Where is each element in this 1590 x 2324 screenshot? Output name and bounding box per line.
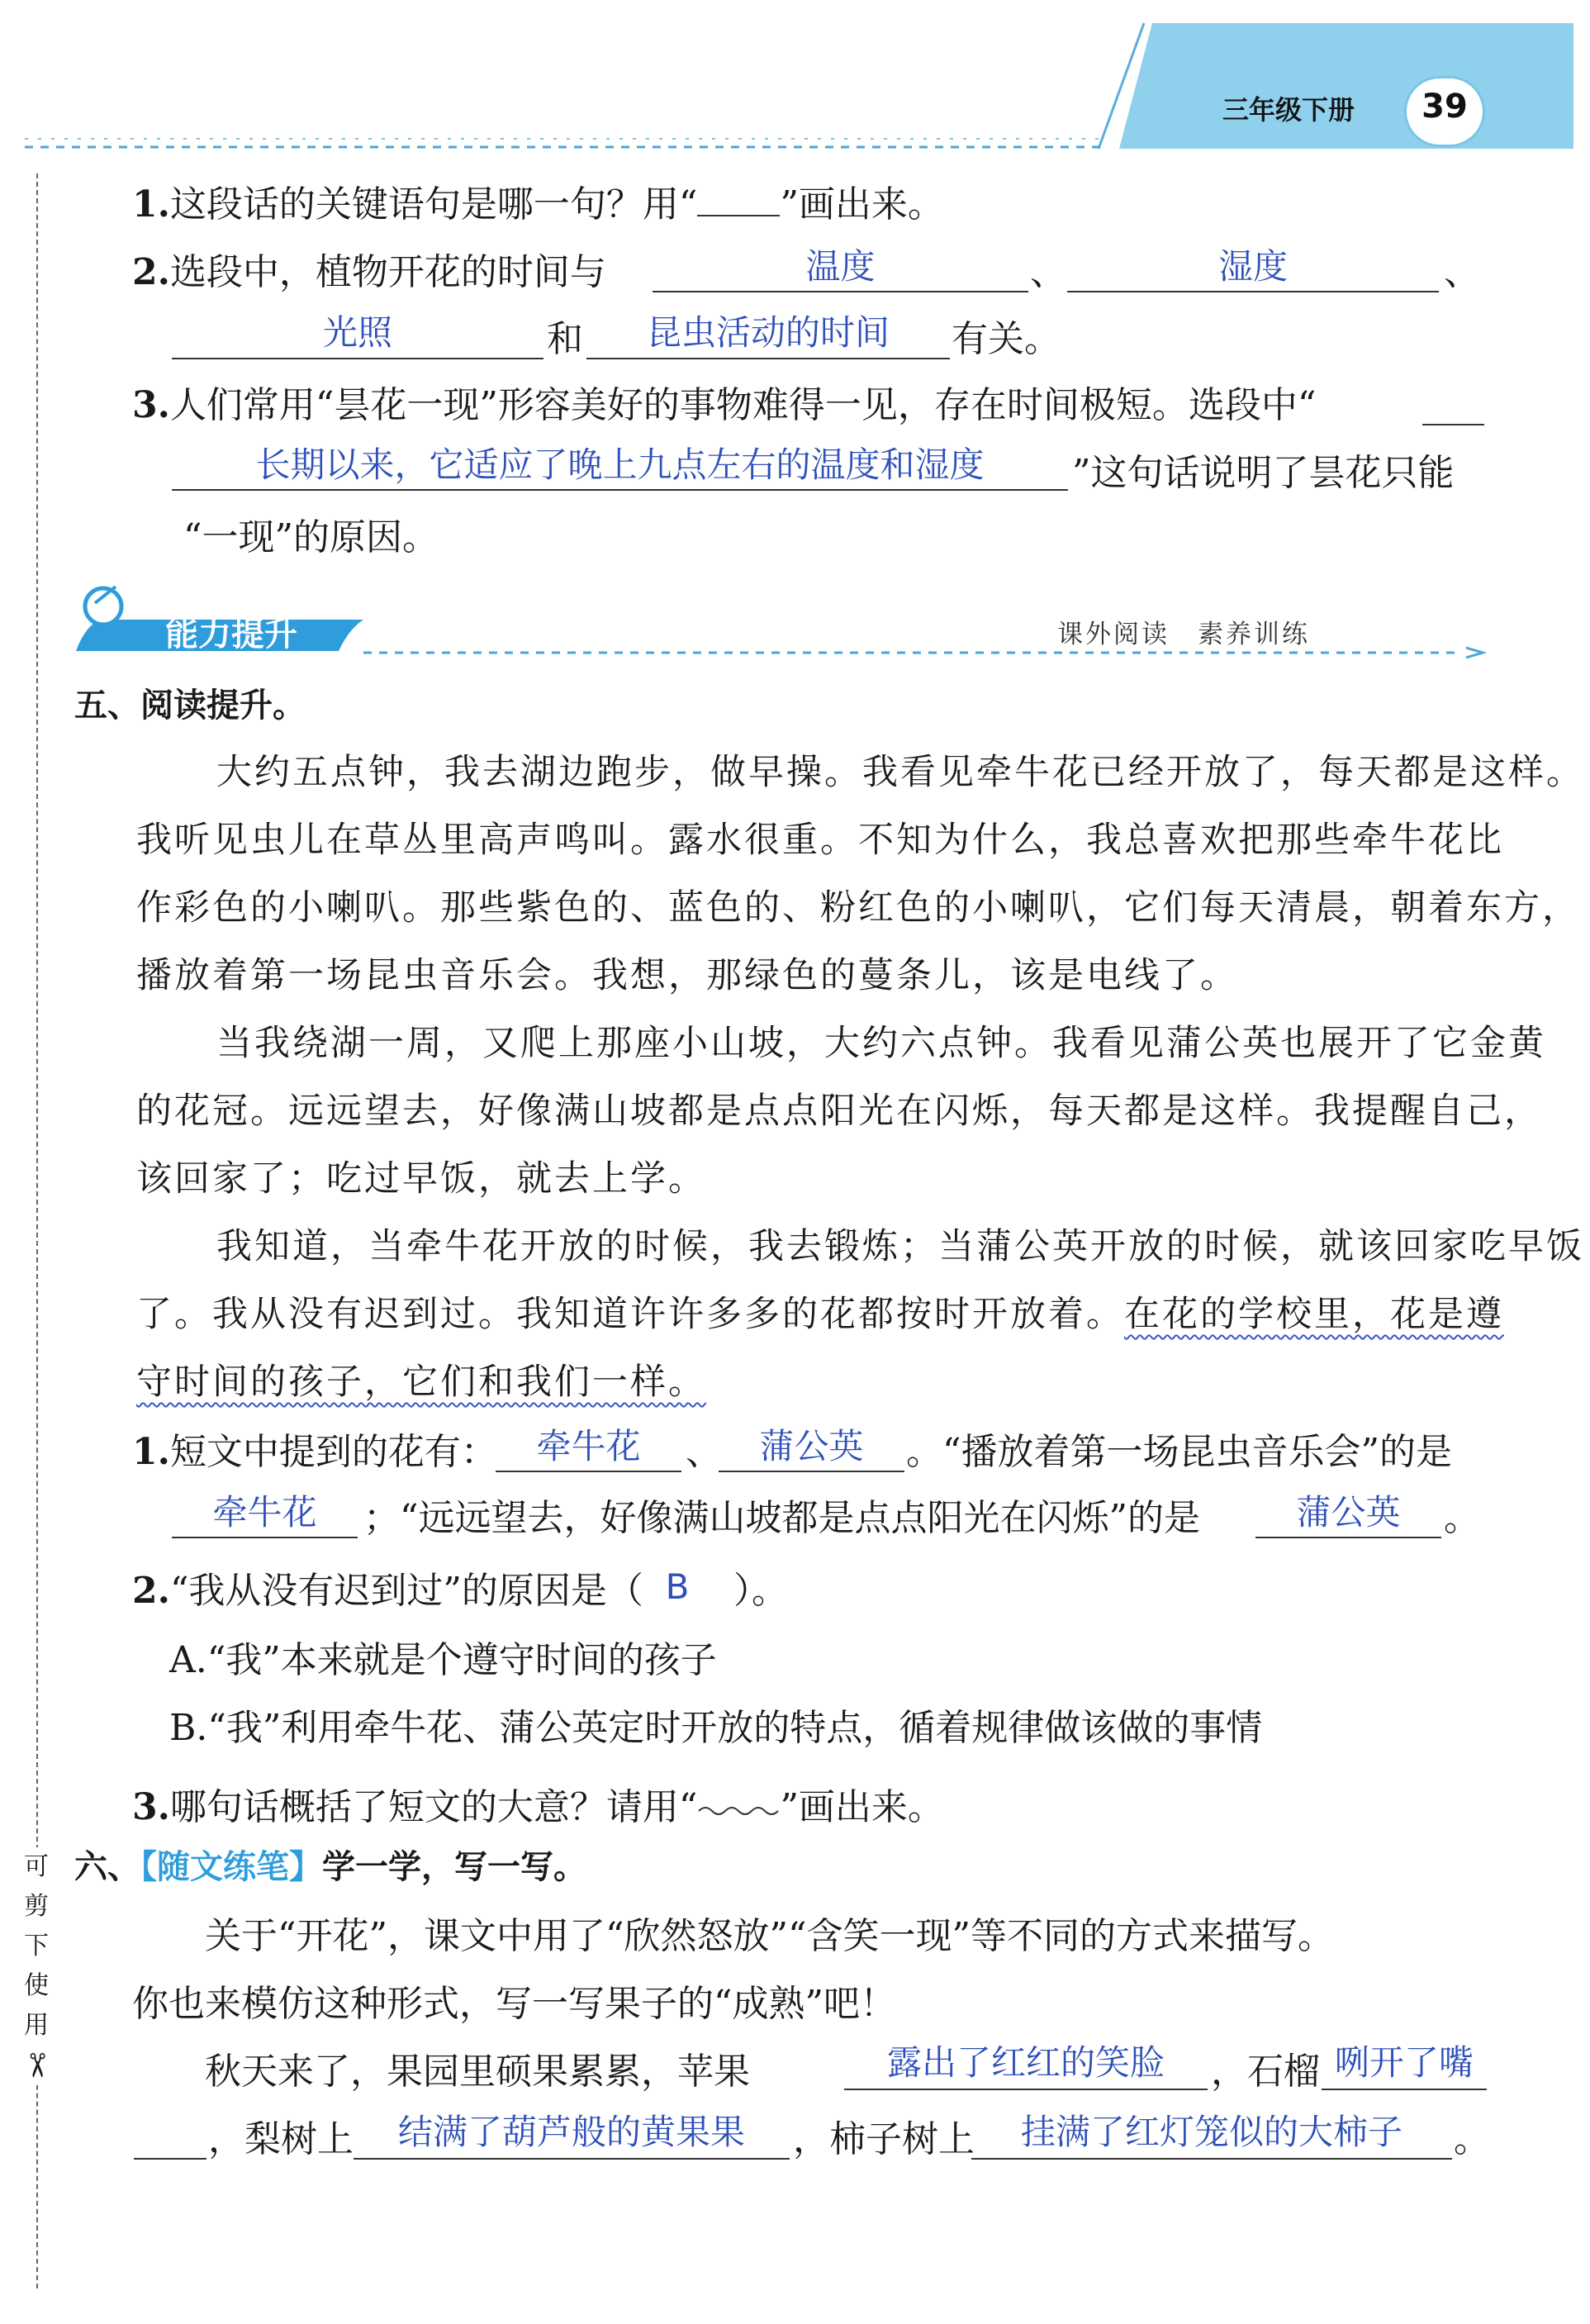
p1-q1-num: 1. [132, 183, 170, 226]
s6-answer4: 挂满了红灯笼似的大柿子 [1020, 2112, 1403, 2152]
p1-q2-answer2: 湿度 [1217, 246, 1288, 287]
passage-line-9 [136, 1281, 1504, 1348]
s5-q1-answer2: 蒲公英 [759, 1426, 864, 1466]
s6-blank2-cont [134, 2158, 206, 2160]
passage-line-8: 我知道，当牵牛花开放的时候，我去锻炼；当蒲公英开放的时候，就该回家吃早饭 [216, 1226, 1584, 1267]
p1-q2-blank1[interactable] [653, 291, 1028, 292]
grade-label: 三年级下册 [1222, 94, 1355, 126]
passage-line-7: 该回家了；吃过早饭，就去上学。 [136, 1158, 706, 1200]
section6-heading [74, 1844, 586, 1890]
p1-q2-sep2: 、 [1444, 251, 1480, 293]
p1-q3-num: 3. [132, 384, 170, 426]
s5-q3-text-a: 哪句话概括了短文的大意？请用“ [169, 1786, 698, 1828]
s6-fill-a: 秋天来了，果园里硕果累累，苹果 [205, 2051, 750, 2093]
cut-note-char: 下 [24, 1932, 49, 1960]
s5-q2-line [132, 1568, 643, 1614]
passage-line-9-text: 了。我从没有迟到过。我知道许许多多的花都按时开放着。 [136, 1294, 1124, 1335]
p1-q2-and: 和 [547, 318, 583, 360]
s6-fill-b: ，石榴 [1211, 2051, 1320, 2093]
wavy-line-sample-icon [697, 1773, 780, 1819]
s6-fill-end: 。 [1454, 2118, 1490, 2160]
s5-q1-blank3[interactable] [172, 1537, 358, 1538]
page-number: 39 [1422, 88, 1468, 126]
section6-title: 学一学，写一写。 [322, 1848, 586, 1886]
p1-q2-blank2[interactable] [1067, 291, 1439, 292]
passage-line-3: 作彩色的小喇叭。那些紫色的、蓝色的、粉红色的小喇叭，它们每天清晨，朝着东方， [136, 887, 1580, 929]
cut-note-char: 用 [24, 2011, 49, 2040]
s5-q1-line1 [132, 1429, 497, 1476]
p1-q2-blank3[interactable] [172, 358, 543, 359]
s5-q2-option-b[interactable]: B.“我”利用牵牛花、蒲公英定时开放的特点，循着规律做该做的事情 [169, 1707, 1263, 1749]
s5-q1-blank4[interactable] [1255, 1537, 1441, 1538]
s6-blank4[interactable] [971, 2158, 1452, 2160]
s6-fill-d: ，柿子树上 [793, 2118, 975, 2160]
passage-line-2: 我听见虫儿在草丛里高声鸣叫。露水很重。不知为什么，我总喜欢把那些牵牛花比 [136, 820, 1504, 861]
p1-q2-blank4[interactable] [586, 358, 950, 359]
s5-q1-answer3: 牵牛花 [212, 1492, 317, 1533]
s5-q1-blank2[interactable] [719, 1471, 904, 1472]
s6-blank2[interactable] [1322, 2089, 1487, 2090]
s5-q1-text-c: ；“远远望去，好像满山坡都是点点阳光在闪烁”的是 [363, 1497, 1200, 1539]
s5-q2-text-a: “我从没有迟到过”的原因是（ [169, 1570, 643, 1612]
scissors-icon: ✂ [17, 2051, 55, 2079]
section6-tag: 【随文练笔】 [140, 1848, 322, 1886]
p1-q3-line1 [132, 383, 1316, 429]
s5-q1-num: 1. [132, 1431, 170, 1473]
p1-q2-answer1: 温度 [805, 246, 876, 287]
p1-q2-num: 2. [132, 251, 170, 293]
s5-q1-answer4: 蒲公英 [1296, 1492, 1401, 1533]
s5-q1-answer1: 牵牛花 [536, 1426, 641, 1466]
p1-q2-end: 有关。 [952, 318, 1061, 360]
cut-note-char: 剪 [24, 1892, 49, 1921]
s6-intro-line2: 你也来模仿这种形式，写一写果子的“成熟”吧！ [132, 1983, 896, 2025]
p1-q3-blank-start [1422, 424, 1484, 425]
section5-heading: 五、阅读提升。 [74, 687, 306, 725]
s5-q3-line [132, 1773, 944, 1831]
section6-prefix: 六、 [74, 1848, 140, 1886]
s6-intro-line1: 关于“开花”，课文中用了“欣然怒放”“含笑一现”等不同的方式来描写。 [205, 1915, 1334, 1957]
s5-q2-answer: B [665, 1566, 690, 1607]
s6-answer2: 咧开了嘴 [1334, 2042, 1474, 2083]
s5-q1-text-b: 。“播放着第一场昆虫音乐会”的是 [906, 1431, 1452, 1473]
s5-q1-blank1[interactable] [496, 1471, 681, 1472]
passage-line-10 [136, 1348, 706, 1416]
p1-q2-answer3: 光照 [322, 312, 392, 353]
p1-q3-text-a: 人们常用“昙花一现”形容美好的事物难得一见，存在时间极短。选段中“ [169, 384, 1317, 426]
passage-key-sentence-part2: 守时间的孩子，它们和我们一样。 [136, 1362, 706, 1403]
p1-q3-text-c: “一现”的原因。 [183, 516, 439, 558]
header-band [0, 0, 1590, 165]
p1-q1-text-a: 这段话的关键语句是哪一句？用“ [169, 183, 698, 226]
p1-q2-sep1: 、 [1030, 251, 1066, 293]
banner-title: 能力提升 [165, 615, 297, 653]
cut-note [17, 1847, 55, 2085]
banner-arrow-icon [1466, 648, 1483, 658]
p1-q1-line-blank [697, 215, 780, 216]
s6-answer1: 露出了红红的笑脸 [886, 2042, 1165, 2083]
s6-blank3[interactable] [354, 2158, 790, 2160]
p1-q1-text-b: ”画出来。 [780, 183, 944, 226]
s5-q1-end: 。 [1444, 1497, 1480, 1539]
passage-line-4: 播放着第一场昆虫音乐会。我想，那绿色的蔓条儿，该是电线了。 [136, 955, 1238, 996]
s5-q2-option-a[interactable]: A.“我”本来就是个遵守时间的孩子 [169, 1639, 717, 1681]
s6-blank1[interactable] [844, 2089, 1208, 2090]
s5-q1-sep: 、 [686, 1431, 722, 1473]
p1-q3-answer: 长期以来，它适应了晚上九点左右的温度和湿度 [255, 444, 985, 485]
passage-key-sentence-part1: 在花的学校里，花是遵 [1124, 1294, 1504, 1335]
p1-q2-text-a: 选段中，植物开花的时间与 [169, 251, 606, 293]
s5-q3-num: 3. [132, 1786, 170, 1828]
passage-line-1: 大约五点钟，我去湖边跑步，做早操。我看见牵牛花已经开放了，每天都是这样。 [216, 752, 1584, 793]
s5-q2-text-b: ）。 [733, 1570, 788, 1612]
header-band-shape [1119, 23, 1573, 149]
banner-subtitle: 课外阅读 素养训练 [1057, 620, 1310, 649]
s5-q1-text-a: 短文中提到的花有： [169, 1431, 497, 1473]
p1-q3-text-b: ”这句话说明了昙花只能 [1072, 452, 1455, 494]
cut-note-char: 可 [24, 1852, 49, 1881]
passage-line-6: 的花冠。远远望去，好像满山坡都是点点阳光在闪烁，每天都是这样。我提醒自己， [136, 1091, 1542, 1132]
s5-q2-num: 2. [132, 1570, 170, 1612]
cut-note-char: 使 [24, 1971, 49, 2000]
p1-q1 [132, 182, 944, 228]
passage-line-5: 当我绕湖一周，又爬上那座小山坡，大约六点钟。我看见蒲公英也展开了它金黄 [216, 1023, 1546, 1064]
s5-q3-text-b: ”画出来。 [780, 1786, 944, 1828]
s6-answer3: 结满了葫芦般的黄果果 [397, 2112, 745, 2152]
p1-q2-answer4: 昆虫活动的时间 [646, 312, 890, 353]
s6-fill-c: ，梨树上 [208, 2118, 354, 2160]
p1-q3-blank[interactable] [172, 489, 1068, 491]
satellite-dish-icon [85, 588, 121, 625]
p1-q2-line1 [132, 250, 606, 296]
s5-q3-wavy-sample [697, 1773, 780, 1806]
